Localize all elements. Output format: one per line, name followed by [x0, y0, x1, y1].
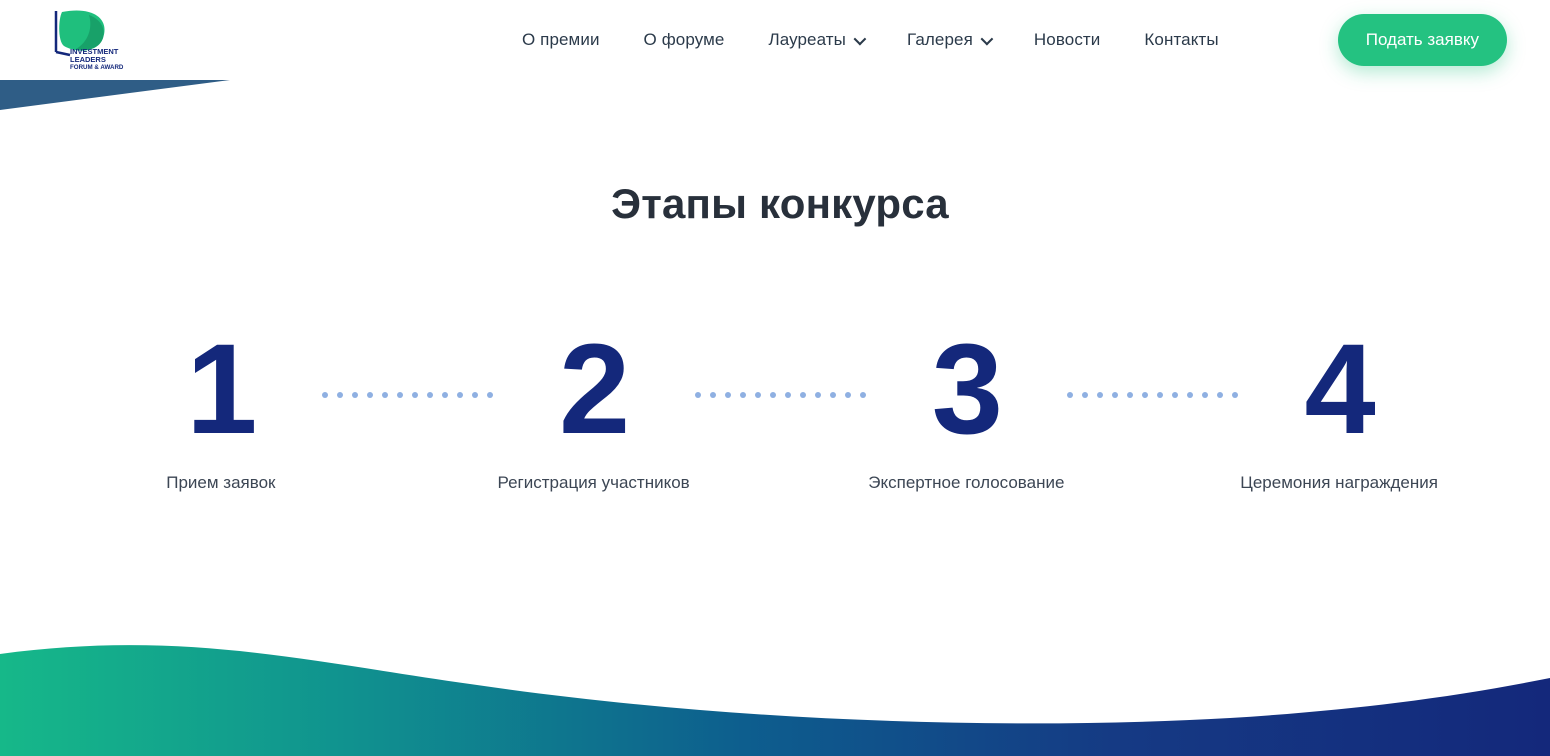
- stage-number: 2: [559, 318, 629, 461]
- connector-dot: [382, 392, 388, 398]
- nav-item-laureaty[interactable]: [746, 30, 885, 50]
- nav-item-label: О форуме: [643, 30, 725, 49]
- main-content: [0, 80, 1550, 756]
- connector-dot: [830, 392, 836, 398]
- nav-item-novosti[interactable]: [1012, 30, 1123, 50]
- connector-dot: [1217, 392, 1223, 398]
- logo-text-line1: INVESTMENT: [70, 47, 119, 56]
- connector-dot: [457, 392, 463, 398]
- connector-dot: [472, 392, 478, 398]
- connector-dot: [352, 392, 358, 398]
- stage-number: 1: [186, 318, 256, 461]
- nav-item-label: Галерея: [906, 30, 973, 49]
- stage-item-4: [1238, 318, 1440, 493]
- connector-dot: [815, 392, 821, 398]
- connector-dot: [725, 392, 731, 398]
- nav-item-kontakty[interactable]: [1122, 30, 1240, 50]
- connector-dot: [1172, 392, 1178, 398]
- connector-dot: [695, 392, 701, 398]
- connector-dot: [785, 392, 791, 398]
- connector-dot: [755, 392, 761, 398]
- connector-dot: [1127, 392, 1133, 398]
- connector-dot: [770, 392, 776, 398]
- stage-item-1: [120, 318, 322, 493]
- stage-connector-2: [695, 335, 866, 445]
- connector-dot: [322, 392, 328, 398]
- stage-item-2: [493, 318, 695, 493]
- connector-dot: [367, 392, 373, 398]
- connector-dot: [1112, 392, 1118, 398]
- logo-text-line2: LEADERS: [70, 55, 106, 64]
- chevron-down-icon: [980, 32, 993, 45]
- chevron-down-icon: [854, 32, 867, 45]
- connector-dot: [442, 392, 448, 398]
- connector-dot: [1202, 392, 1208, 398]
- nav-item-label: Контакты: [1144, 30, 1219, 49]
- connector-dot: [1067, 392, 1073, 398]
- stages-list: [120, 318, 1440, 493]
- connector-dot: [397, 392, 403, 398]
- site-logo[interactable]: [48, 8, 168, 70]
- page-title: Этапы конкурса: [611, 180, 949, 227]
- connector-dot: [710, 392, 716, 398]
- site-header: [0, 0, 1550, 80]
- nav-item-o-premii[interactable]: [500, 30, 622, 50]
- connector-dot: [1082, 392, 1088, 398]
- stage-label: Церемония награждения: [1240, 473, 1438, 492]
- connector-dot: [800, 392, 806, 398]
- connector-dot: [337, 392, 343, 398]
- nav-item-label: О премии: [522, 30, 600, 49]
- stage-connector-3: [1067, 335, 1238, 445]
- stage-label: Прием заявок: [166, 473, 276, 492]
- stage-label: Экспертное голосование: [868, 473, 1065, 492]
- nav-item-label: Лауреаты: [768, 30, 846, 49]
- submit-application-button[interactable]: Подать заявку: [1338, 14, 1507, 66]
- connector-dot: [845, 392, 851, 398]
- connector-dot: [1157, 392, 1163, 398]
- stage-item-3: [866, 318, 1068, 493]
- main-navigation: [500, 0, 1241, 80]
- connector-dot: [427, 392, 433, 398]
- nav-item-o-forume[interactable]: [622, 30, 747, 50]
- connector-dot: [1142, 392, 1148, 398]
- leaf-mark-logo-icon: [48, 8, 168, 70]
- stage-label: Регистрация участников: [497, 473, 690, 492]
- nav-item-label: Новости: [1033, 30, 1101, 49]
- connector-dot: [1097, 392, 1103, 398]
- nav-item-galereya[interactable]: [885, 30, 1012, 50]
- connector-dot: [412, 392, 418, 398]
- connector-dot: [1187, 392, 1193, 398]
- stage-connector-1: [322, 335, 493, 445]
- stage-number: 3: [931, 318, 1001, 461]
- stage-number: 4: [1304, 318, 1374, 461]
- logo-text-line3: FORUM & AWARD: [70, 64, 124, 70]
- connector-dot: [740, 392, 746, 398]
